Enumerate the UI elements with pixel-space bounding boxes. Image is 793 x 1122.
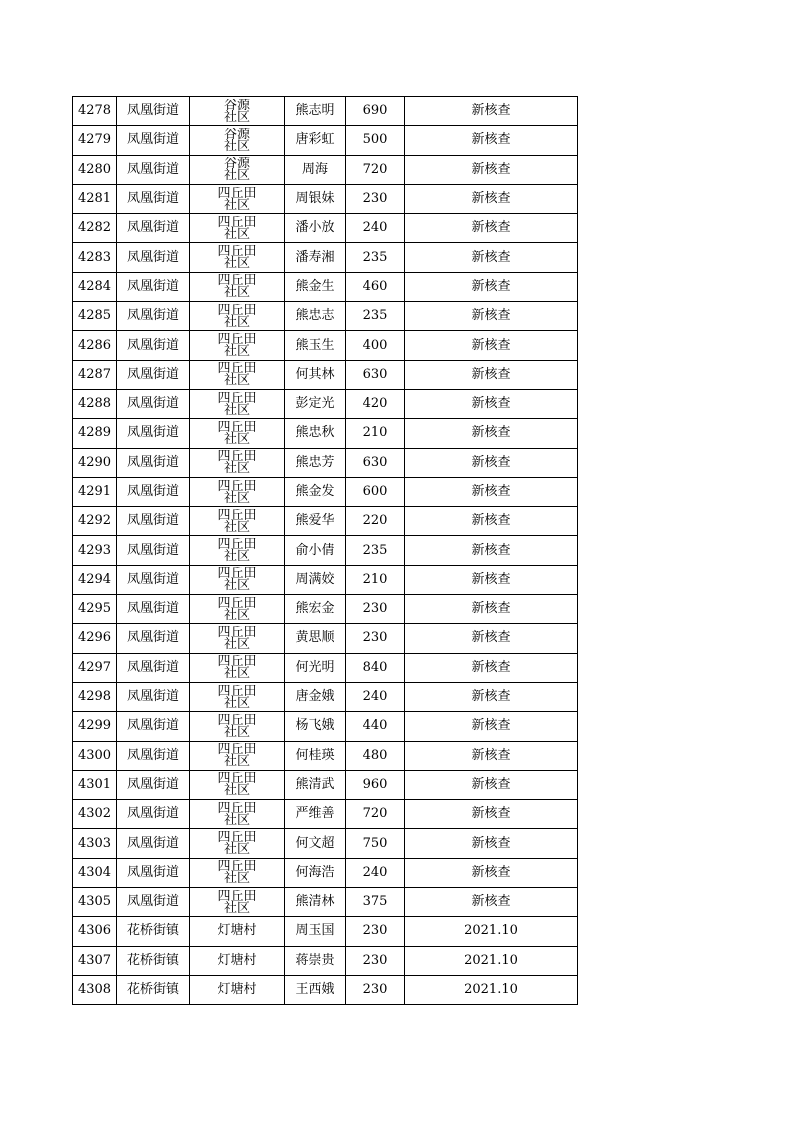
row-id-cell: 4278: [73, 97, 117, 126]
community-cell: [190, 214, 285, 243]
community-text-line: 社区: [223, 754, 250, 770]
community-cell: [190, 595, 285, 624]
amount-cell: 230: [346, 975, 405, 1004]
note-cell: 新核查: [405, 419, 578, 448]
amount-cell: 375: [346, 888, 405, 917]
community-cell: [190, 565, 285, 594]
street-cell: 花桥街镇: [117, 917, 190, 946]
row-id-cell: 4292: [73, 507, 117, 536]
community-text-line: 四丘田: [217, 772, 257, 787]
name-cell: 何海浩: [285, 858, 346, 887]
community-text-line: 社区: [223, 402, 250, 418]
community-text-line: 社区: [223, 138, 250, 154]
table-row: [73, 155, 578, 184]
table-row: [73, 477, 578, 506]
name-cell: 熊金发: [285, 477, 346, 506]
note-cell: 新核查: [405, 888, 578, 917]
table-row: [73, 741, 578, 770]
community-cell: [190, 858, 285, 887]
street-cell: 凤凰街道: [117, 858, 190, 887]
community-text-line: 社区: [223, 871, 250, 887]
note-cell: 新核查: [405, 741, 578, 770]
amount-cell: 750: [346, 829, 405, 858]
street-cell: 凤凰街道: [117, 770, 190, 799]
note-cell: 新核查: [405, 770, 578, 799]
community-cell: [190, 448, 285, 477]
street-cell: 凤凰街道: [117, 360, 190, 389]
name-cell: 唐彩虹: [285, 126, 346, 155]
name-cell: 熊宏金: [285, 595, 346, 624]
community-text-line: 社区: [223, 373, 250, 389]
community-text-line: 四丘田: [217, 245, 257, 260]
community-text-line: 社区: [223, 431, 250, 447]
community-text-line: 四丘田: [217, 479, 257, 494]
row-id-cell: 4307: [73, 946, 117, 975]
row-id-cell: 4284: [73, 272, 117, 301]
amount-cell: 220: [346, 507, 405, 536]
community-cell: [190, 800, 285, 829]
community-cell: [190, 624, 285, 653]
name-cell: 严维善: [285, 800, 346, 829]
table-row: [73, 126, 578, 155]
amount-cell: 240: [346, 214, 405, 243]
community-text-line: 社区: [223, 724, 250, 740]
community-cell: [190, 331, 285, 360]
amount-cell: 420: [346, 389, 405, 418]
note-cell: 新核查: [405, 155, 578, 184]
name-cell: 何光明: [285, 653, 346, 682]
community-text-line: 四丘田: [217, 625, 257, 640]
community-text-line: 社区: [223, 461, 250, 477]
amount-cell: 230: [346, 917, 405, 946]
community-cell: [190, 243, 285, 272]
row-id-cell: 4285: [73, 302, 117, 331]
note-cell: 新核查: [405, 302, 578, 331]
name-cell: 黄思顺: [285, 624, 346, 653]
note-cell: 新核查: [405, 126, 578, 155]
community-text-line: 四丘田: [217, 713, 257, 728]
community-text-line: 社区: [223, 607, 250, 623]
table-row: [73, 419, 578, 448]
table-row: [73, 302, 578, 331]
name-cell: 熊清武: [285, 770, 346, 799]
community-text-line: 四丘田: [217, 860, 257, 875]
name-cell: 蒋崇贵: [285, 946, 346, 975]
amount-cell: 600: [346, 477, 405, 506]
community-cell: [190, 126, 285, 155]
community-cell: [190, 653, 285, 682]
amount-cell: 840: [346, 653, 405, 682]
row-id-cell: 4299: [73, 712, 117, 741]
table-row: [73, 770, 578, 799]
amount-cell: 630: [346, 360, 405, 389]
name-cell: 唐金娥: [285, 682, 346, 711]
row-id-cell: 4306: [73, 917, 117, 946]
street-cell: 凤凰街道: [117, 829, 190, 858]
name-cell: 周玉国: [285, 917, 346, 946]
note-cell: 新核查: [405, 595, 578, 624]
community-text-line: 社区: [223, 812, 250, 828]
row-id-cell: 4302: [73, 800, 117, 829]
community-text-line: 四丘田: [217, 303, 257, 318]
amount-cell: 230: [346, 624, 405, 653]
community-cell: [190, 946, 285, 975]
street-cell: 凤凰街道: [117, 477, 190, 506]
street-cell: 凤凰街道: [117, 184, 190, 213]
name-cell: 彭定光: [285, 389, 346, 418]
row-id-cell: 4283: [73, 243, 117, 272]
community-cell: [190, 155, 285, 184]
row-id-cell: 4301: [73, 770, 117, 799]
amount-cell: 240: [346, 858, 405, 887]
community-text-line: 社区: [223, 226, 250, 242]
street-cell: 凤凰街道: [117, 214, 190, 243]
row-id-cell: 4308: [73, 975, 117, 1004]
note-cell: 新核查: [405, 214, 578, 243]
community-text-line: 谷源: [223, 127, 250, 142]
note-cell: 新核查: [405, 184, 578, 213]
street-cell: 凤凰街道: [117, 331, 190, 360]
table-row: [73, 888, 578, 917]
name-cell: 俞小倩: [285, 536, 346, 565]
community-cell: [190, 917, 285, 946]
community-text-line: 社区: [223, 666, 250, 682]
community-text-line: 四丘田: [217, 215, 257, 230]
note-cell: 新核查: [405, 829, 578, 858]
community-text-line: 灯塘村: [217, 923, 257, 939]
table-row: [73, 536, 578, 565]
street-cell: 凤凰街道: [117, 595, 190, 624]
row-id-cell: 4304: [73, 858, 117, 887]
amount-cell: 230: [346, 595, 405, 624]
note-cell: 新核查: [405, 858, 578, 887]
community-text-line: 灯塘村: [217, 982, 257, 998]
name-cell: 熊爱华: [285, 507, 346, 536]
amount-cell: 230: [346, 946, 405, 975]
name-cell: 熊忠志: [285, 302, 346, 331]
community-text-line: 社区: [223, 519, 250, 535]
name-cell: 熊忠秋: [285, 419, 346, 448]
street-cell: 凤凰街道: [117, 682, 190, 711]
row-id-cell: 4298: [73, 682, 117, 711]
community-text-line: 四丘田: [217, 596, 257, 611]
table-row: [73, 507, 578, 536]
community-cell: [190, 477, 285, 506]
note-cell: 新核查: [405, 653, 578, 682]
table-row: [73, 360, 578, 389]
name-cell: 杨飞娥: [285, 712, 346, 741]
row-id-cell: 4287: [73, 360, 117, 389]
name-cell: 潘寿湘: [285, 243, 346, 272]
name-cell: 周海: [285, 155, 346, 184]
note-cell: 新核查: [405, 360, 578, 389]
name-cell: 熊志明: [285, 97, 346, 126]
row-id-cell: 4290: [73, 448, 117, 477]
community-cell: [190, 888, 285, 917]
note-cell: 2021.10: [405, 946, 578, 975]
table-row: [73, 214, 578, 243]
name-cell: 王西娥: [285, 975, 346, 1004]
community-text-line: 四丘田: [217, 420, 257, 435]
amount-cell: 235: [346, 302, 405, 331]
street-cell: 花桥街镇: [117, 975, 190, 1004]
street-cell: 凤凰街道: [117, 126, 190, 155]
name-cell: 周银妹: [285, 184, 346, 213]
street-cell: 花桥街镇: [117, 946, 190, 975]
community-cell: [190, 770, 285, 799]
community-text-line: 谷源: [223, 157, 250, 172]
community-text-line: 四丘田: [217, 450, 257, 465]
community-text-line: 四丘田: [217, 362, 257, 377]
amount-cell: 210: [346, 565, 405, 594]
community-text-line: 四丘田: [217, 391, 257, 406]
note-cell: 新核查: [405, 272, 578, 301]
community-cell: [190, 507, 285, 536]
community-text-line: 谷源: [223, 98, 250, 113]
row-id-cell: 4288: [73, 389, 117, 418]
table-row: [73, 800, 578, 829]
amount-cell: 480: [346, 741, 405, 770]
street-cell: 凤凰街道: [117, 800, 190, 829]
name-cell: 熊玉生: [285, 331, 346, 360]
table-row: [73, 448, 578, 477]
table-row: [73, 975, 578, 1004]
note-cell: 新核查: [405, 507, 578, 536]
street-cell: 凤凰街道: [117, 155, 190, 184]
note-cell: 新核查: [405, 712, 578, 741]
row-id-cell: 4295: [73, 595, 117, 624]
table-row: [73, 829, 578, 858]
community-text-line: 社区: [223, 695, 250, 711]
note-cell: 新核查: [405, 331, 578, 360]
street-cell: 凤凰街道: [117, 741, 190, 770]
row-id-cell: 4305: [73, 888, 117, 917]
note-cell: 新核查: [405, 477, 578, 506]
community-cell: [190, 829, 285, 858]
table-row: [73, 389, 578, 418]
community-cell: [190, 97, 285, 126]
community-cell: [190, 360, 285, 389]
community-cell: [190, 741, 285, 770]
row-id-cell: 4280: [73, 155, 117, 184]
row-id-cell: 4297: [73, 653, 117, 682]
community-cell: [190, 272, 285, 301]
row-id-cell: 4279: [73, 126, 117, 155]
name-cell: 何文超: [285, 829, 346, 858]
amount-cell: 630: [346, 448, 405, 477]
community-text-line: 四丘田: [217, 743, 257, 758]
street-cell: 凤凰街道: [117, 653, 190, 682]
community-text-line: 社区: [223, 168, 250, 184]
amount-cell: 960: [346, 770, 405, 799]
table-row: [73, 858, 578, 887]
community-text-line: 四丘田: [217, 274, 257, 289]
community-text-line: 四丘田: [217, 831, 257, 846]
row-id-cell: 4296: [73, 624, 117, 653]
row-id-cell: 4300: [73, 741, 117, 770]
community-text-line: 社区: [223, 314, 250, 330]
street-cell: 凤凰街道: [117, 507, 190, 536]
community-cell: [190, 184, 285, 213]
community-text-line: 四丘田: [217, 684, 257, 699]
community-text-line: 四丘田: [217, 567, 257, 582]
community-text-line: 社区: [223, 109, 250, 125]
name-cell: 熊清林: [285, 888, 346, 917]
community-text-line: 社区: [223, 490, 250, 506]
table-body: [73, 97, 578, 1005]
note-cell: 新核查: [405, 389, 578, 418]
table-row: [73, 97, 578, 126]
street-cell: 凤凰街道: [117, 97, 190, 126]
community-text-line: 社区: [223, 285, 250, 301]
amount-cell: 460: [346, 272, 405, 301]
name-cell: 何桂瑛: [285, 741, 346, 770]
community-text-line: 灯塘村: [217, 952, 257, 968]
row-id-cell: 4281: [73, 184, 117, 213]
row-id-cell: 4291: [73, 477, 117, 506]
row-id-cell: 4289: [73, 419, 117, 448]
note-cell: 新核查: [405, 448, 578, 477]
row-id-cell: 4282: [73, 214, 117, 243]
community-text-line: 社区: [223, 636, 250, 652]
street-cell: 凤凰街道: [117, 243, 190, 272]
street-cell: 凤凰街道: [117, 419, 190, 448]
community-text-line: 社区: [223, 549, 250, 565]
community-cell: [190, 389, 285, 418]
table-row: [73, 682, 578, 711]
note-cell: 新核查: [405, 97, 578, 126]
table-row: [73, 331, 578, 360]
street-cell: 凤凰街道: [117, 389, 190, 418]
street-cell: 凤凰街道: [117, 536, 190, 565]
community-text-line: 社区: [223, 783, 250, 799]
community-text-line: 四丘田: [217, 508, 257, 523]
street-cell: 凤凰街道: [117, 565, 190, 594]
community-text-line: 四丘田: [217, 655, 257, 670]
table-row: [73, 184, 578, 213]
note-cell: 新核查: [405, 243, 578, 272]
community-text-line: 社区: [223, 344, 250, 360]
table-row: [73, 272, 578, 301]
community-cell: [190, 302, 285, 331]
amount-cell: 720: [346, 800, 405, 829]
table-row: [73, 917, 578, 946]
table-row: [73, 624, 578, 653]
amount-cell: 240: [346, 682, 405, 711]
note-cell: 新核查: [405, 682, 578, 711]
amount-cell: 400: [346, 331, 405, 360]
name-cell: 周满姣: [285, 565, 346, 594]
community-text-line: 四丘田: [217, 333, 257, 348]
note-cell: 新核查: [405, 800, 578, 829]
row-id-cell: 4303: [73, 829, 117, 858]
community-cell: [190, 975, 285, 1004]
amount-cell: 720: [346, 155, 405, 184]
note-cell: 新核查: [405, 536, 578, 565]
table-row: [73, 565, 578, 594]
amount-cell: 235: [346, 536, 405, 565]
name-cell: 何其林: [285, 360, 346, 389]
amount-cell: 690: [346, 97, 405, 126]
table-row: [73, 946, 578, 975]
community-cell: [190, 712, 285, 741]
table-row: [73, 595, 578, 624]
amount-cell: 235: [346, 243, 405, 272]
note-cell: 新核查: [405, 565, 578, 594]
community-text-line: 四丘田: [217, 801, 257, 816]
community-cell: [190, 536, 285, 565]
community-text-line: 社区: [223, 578, 250, 594]
amount-cell: 500: [346, 126, 405, 155]
community-text-line: 四丘田: [217, 538, 257, 553]
row-id-cell: 4293: [73, 536, 117, 565]
records-table: [72, 96, 578, 1005]
community-cell: [190, 419, 285, 448]
community-text-line: 四丘田: [217, 186, 257, 201]
note-cell: 新核查: [405, 624, 578, 653]
amount-cell: 230: [346, 184, 405, 213]
table-row: [73, 653, 578, 682]
street-cell: 凤凰街道: [117, 624, 190, 653]
name-cell: 熊金生: [285, 272, 346, 301]
community-text-line: 社区: [223, 256, 250, 272]
table-row: [73, 712, 578, 741]
community-text-line: 四丘田: [217, 889, 257, 904]
community-text-line: 社区: [223, 900, 250, 916]
street-cell: 凤凰街道: [117, 302, 190, 331]
table-row: [73, 243, 578, 272]
street-cell: 凤凰街道: [117, 712, 190, 741]
name-cell: 熊忠芳: [285, 448, 346, 477]
community-text-line: 社区: [223, 842, 250, 858]
community-cell: [190, 682, 285, 711]
street-cell: 凤凰街道: [117, 272, 190, 301]
amount-cell: 210: [346, 419, 405, 448]
note-cell: 2021.10: [405, 917, 578, 946]
street-cell: 凤凰街道: [117, 888, 190, 917]
community-text-line: 社区: [223, 197, 250, 213]
row-id-cell: 4286: [73, 331, 117, 360]
row-id-cell: 4294: [73, 565, 117, 594]
street-cell: 凤凰街道: [117, 448, 190, 477]
note-cell: 2021.10: [405, 975, 578, 1004]
name-cell: 潘小放: [285, 214, 346, 243]
amount-cell: 440: [346, 712, 405, 741]
